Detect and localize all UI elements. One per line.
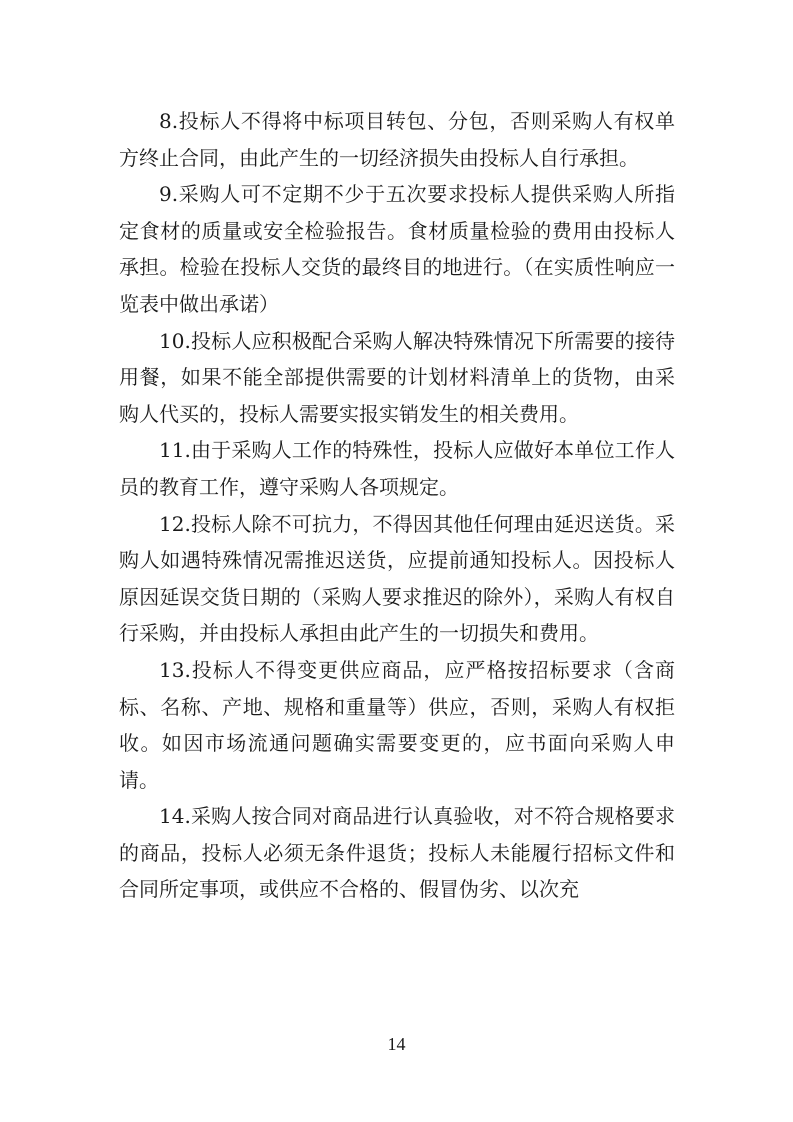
clause-8: 8.投标人不得将中标项目转包、分包，否则采购人有权单方终止合同，由此产生的一切经济损失由投标人自行承担。 xyxy=(119,109,675,170)
clause-13: 13.投标人不得变更供应商品，应严格按招标要求（含商标、名称、产地、规格和重量等）供应，否则，采购人有权拒收。如因市场流通问题确实需要变更的，应书面向采购人申请。 xyxy=(119,657,675,792)
clause-11: 11.由于采购人工作的特殊性，投标人应做好本单位工作人员的教育工作，遵守采购人各项规定。 xyxy=(119,438,675,499)
clause-12: 12.投标人除不可抗力，不得因其他任何理由延迟送货。采购人如遇特殊情况需推迟送货，应提前通知投标人。因投标人原因延误交货日期的（采购人要求推迟的除外），采购人有权自行采购，并由投标人承担由此产生的一切损失和费用。 xyxy=(119,511,675,646)
clause-14: 14.采购人按合同对商品进行认真验收，对不符合规格要求的商品，投标人必须无条件退货；投标人未能履行招标文件和合同所定事项，或供应不合格的、假冒伪劣、以次充 xyxy=(119,804,675,902)
page-number: 14 xyxy=(387,1034,406,1054)
document-body xyxy=(119,103,675,908)
clause-9: 9.采购人可不定期不少于五次要求投标人提供采购人所指定食材的质量或安全检验报告。食材质量检验的费用由投标人承担。检验在投标人交货的最终目的地进行。（在实质性响应一览表中做出承诺） xyxy=(119,182,675,316)
clause-10: 10.投标人应积极配合采购人解决特殊情况下所需要的接待用餐，如果不能全部提供需要的计划材料清单上的货物，由采购人代买的，投标人需要实报实销发生的相关费用。 xyxy=(119,328,675,426)
